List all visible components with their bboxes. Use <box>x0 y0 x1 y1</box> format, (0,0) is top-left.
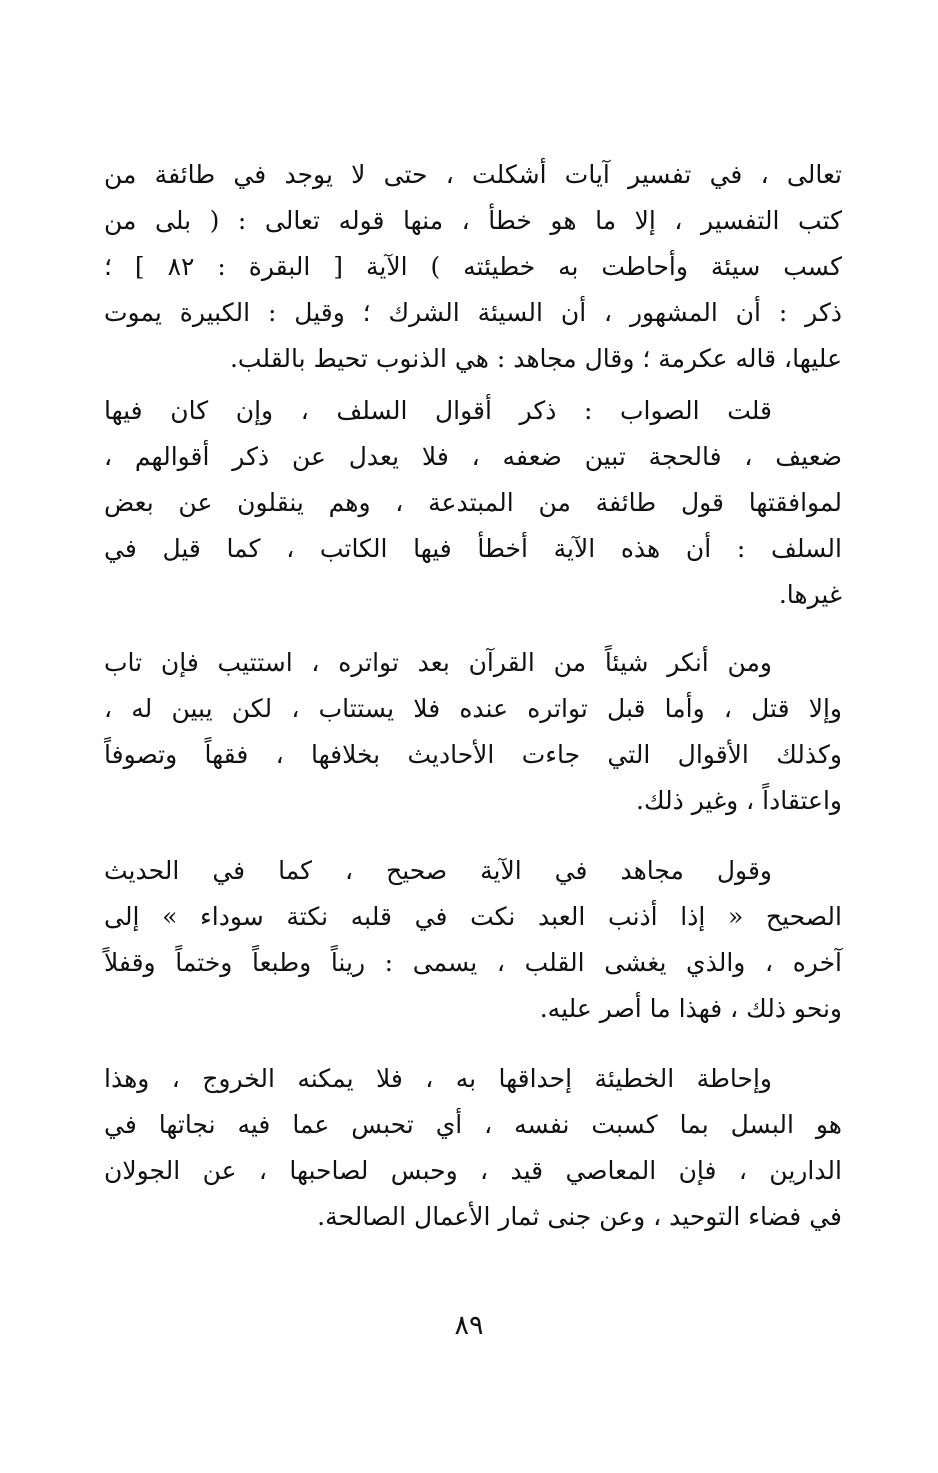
text-line: السلف : أن هذه الآية أخطأ فيها الكاتب ، كما قيل في <box>104 534 842 563</box>
text-line: لموافقتها قول طائفة من المبتدعة ، وهم ينقلون عن بعض <box>104 488 842 517</box>
text-line: وإلا قتل ، وأما قبل تواتره عنده فلا يستتاب ، لكن يبين له ، <box>104 694 842 723</box>
text-line: ومن أنكر شيئاً من القرآن بعد تواتره ، استتيب فإن تاب <box>104 648 772 677</box>
text-line: وإحاطة الخطيئة إحداقها به ، فلا يمكنه الخروج ، وهذا <box>104 1064 772 1093</box>
text-line: عليها، قاله عكرمة ؛ وقال مجاهد : هي الذنوب تحيط بالقلب. <box>229 344 842 373</box>
paragraph-5 <box>104 1056 842 1240</box>
text-line: في فضاء التوحيد ، وعن جنى ثمار الأعمال الصالحة. <box>317 1202 842 1231</box>
text-line: قلت الصواب : ذكر أقوال السلف ، وإن كان فيها <box>104 396 772 425</box>
paragraph-4 <box>104 848 842 1032</box>
text-line: كتب التفسير ، إلا ما هو خطأ ، منها قوله تعالى : ( بلى من <box>104 206 842 235</box>
text-line: وكذلك الأقوال التي جاءت الأحاديث بخلافها ، فقهاً وتصوفاً <box>104 740 842 769</box>
text-line: ضعيف ، فالحجة تبين ضعفه ، فلا يعدل عن ذكر أقوالهم ، <box>104 442 842 471</box>
page-number: ٨٩ <box>454 1310 484 1341</box>
text-line: كسب سيئة وأحاطت به خطيئته ) الآية [ البقرة : ٨٢ ] ؛ <box>104 252 842 281</box>
text-line: هو البسل بما كسبت نفسه ، أي تحبس عما فيه نجاتها في <box>104 1110 842 1139</box>
text-line: واعتقاداً ، وغير ذلك. <box>636 786 842 815</box>
text-line: ذكر : أن المشهور ، أن السيئة الشرك ؛ وقيل : الكبيرة يموت <box>104 298 842 327</box>
text-line: تعالى ، في تفسير آيات أشكلت ، حتى لا يوجد في طائفة من <box>104 160 842 189</box>
paragraph-2 <box>104 388 842 618</box>
paragraph-3 <box>104 640 842 824</box>
text-line: ونحو ذلك ، فهذا ما أصر عليه. <box>539 994 842 1023</box>
text-line: آخره ، والذي يغشى القلب ، يسمى : ريناً وطبعاً وختماً وقفلاً <box>104 948 842 977</box>
paragraph-1 <box>104 152 842 382</box>
text-line: الصحيح « إذا أذنب العبد نكت في قلبه نكتة سوداء » إلى <box>104 902 842 931</box>
text-line: وقول مجاهد في الآية صحيح ، كما في الحديث <box>104 856 772 885</box>
page-body <box>104 152 842 1240</box>
text-line: الدارين ، فإن المعاصي قيد ، وحبس لصاحبها ، عن الجولان <box>104 1156 842 1185</box>
text-line: غيرها. <box>778 580 842 609</box>
